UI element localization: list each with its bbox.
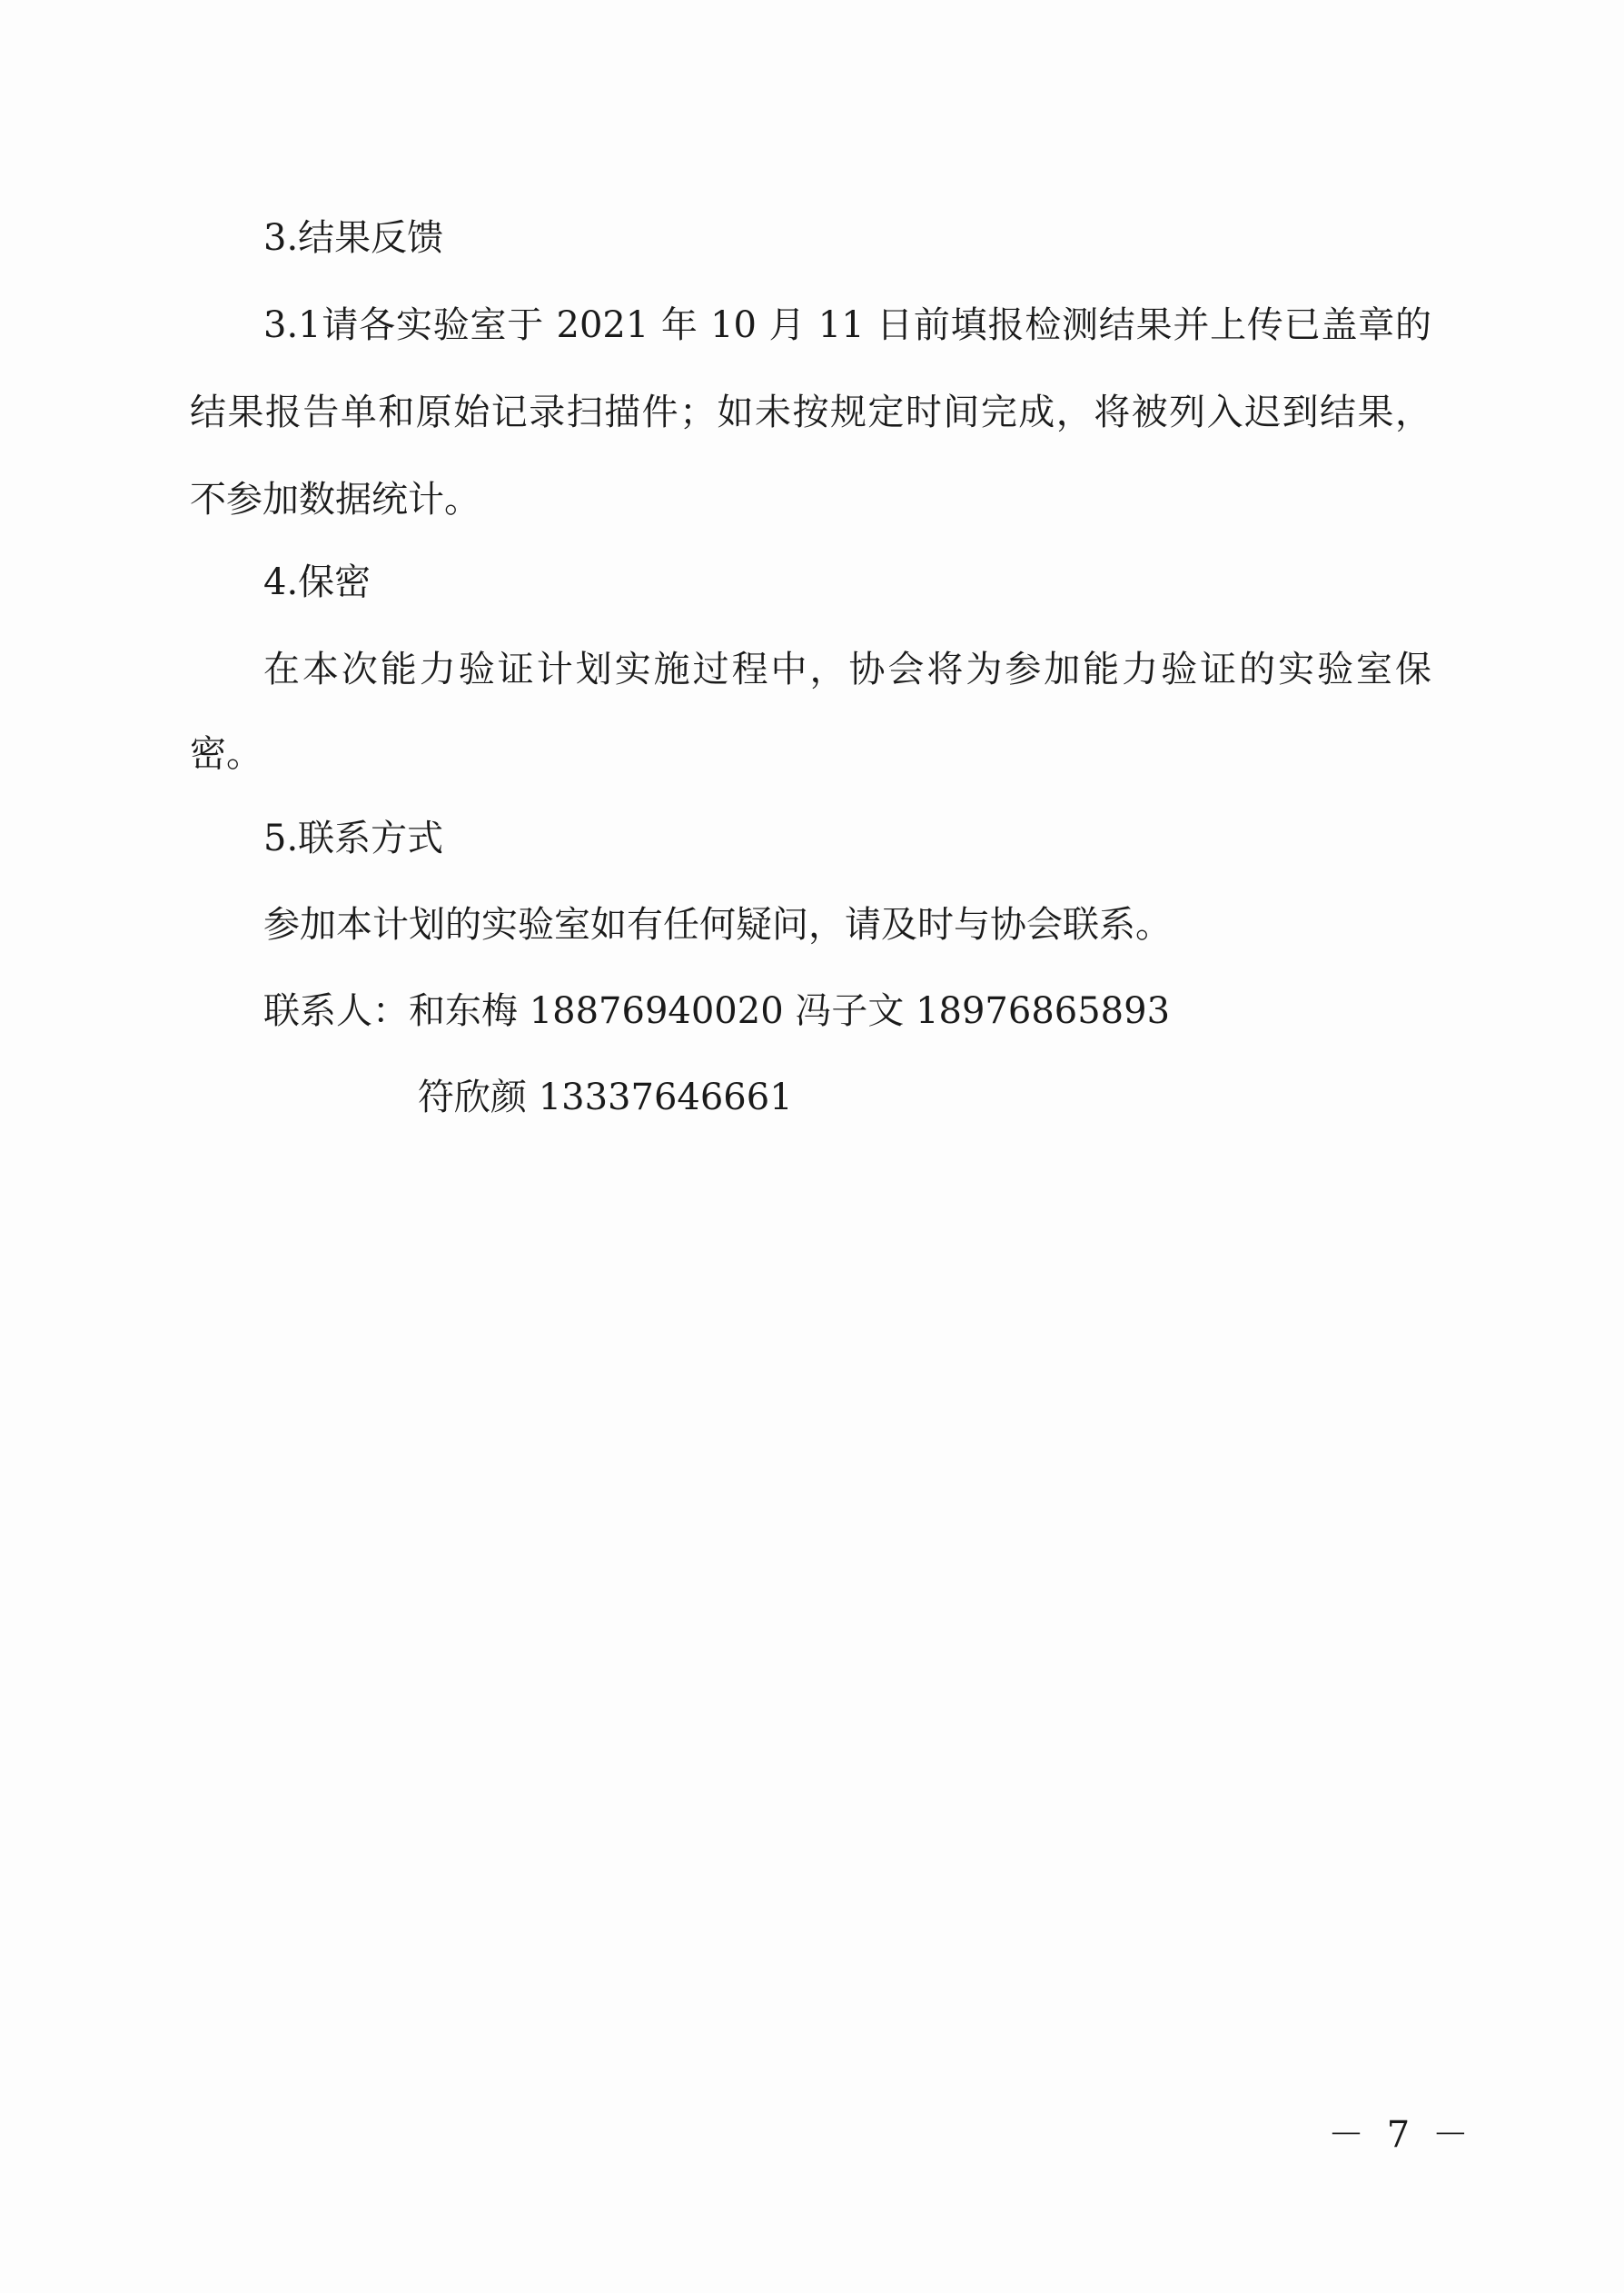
paragraph-confidentiality-line-1: 在本次能力验证计划实施过程中，协会将为参加能力验证的实验室保 (263, 649, 1431, 690)
contact-persons-line-2: 符欣颜 13337646661 (418, 1077, 793, 1118)
paragraph-3-1-line-3: 不参加数据统计。 (190, 479, 480, 521)
paragraph-3-1-line-1: 3.1请各实验室于 2021 年 10 月 11 日前填报检测结果并上传已盖章的 (263, 304, 1431, 346)
paragraph-confidentiality-line-2: 密。 (190, 733, 262, 775)
page-number: － 7 － (1328, 2114, 1474, 2156)
paragraph-3-1-line-2: 结果报告单和原始记录扫描件；如未按规定时间完成，将被列入迟到结果， (190, 392, 1431, 433)
contact-persons-line-1: 联系人：和东梅 18876940020 冯子文 18976865893 (263, 990, 1171, 1032)
paragraph-contact-note: 参加本计划的实验室如有任何疑问，请及时与协会联系。 (263, 904, 1172, 946)
section-heading-contact: 5.联系方式 (263, 818, 444, 859)
section-heading-result-feedback: 3.结果反馈 (263, 217, 444, 259)
section-heading-confidentiality: 4.保密 (263, 561, 371, 603)
